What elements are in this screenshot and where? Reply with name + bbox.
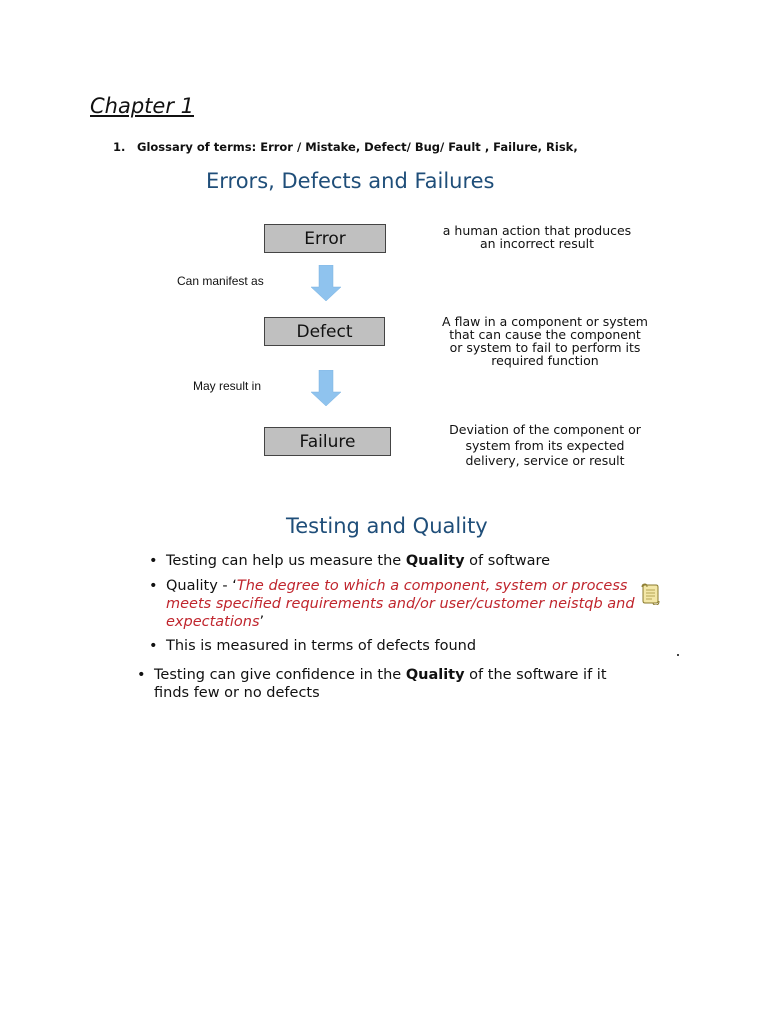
stray-dot: [677, 654, 679, 656]
definition-quote: The degree to which a component, system or process meets specified requirements and/or user/customer neistqb and expectations: [166, 578, 635, 630]
failure-description: Deviation of the component or system from its expected delivery, service or result: [449, 422, 641, 468]
glossary-item: [113, 140, 578, 154]
bullet-item: [149, 577, 639, 631]
glossary-text: Glossary of terms: Error / Mistake, Defect/ Bug/ Fault , Failure, Risk,: [137, 140, 578, 154]
failure-box: Failure: [264, 427, 391, 456]
down-arrow-icon: [311, 370, 341, 406]
error-description: a human action that produces an incorrect result: [442, 223, 632, 251]
transition-label: May result in: [193, 379, 262, 393]
bullet-bold: Quality: [405, 667, 465, 683]
bullet-dot: •: [149, 638, 158, 654]
down-arrow-icon: [311, 265, 341, 301]
bullet-dot: •: [137, 667, 146, 683]
bullet-dot: •: [149, 553, 158, 569]
bullet-item: [149, 552, 639, 570]
bullet-text: Testing can help us measure the: [166, 553, 406, 569]
testing-title: Testing and Quality: [286, 514, 488, 538]
bullet-item: [137, 666, 637, 702]
bullet-text: This is measured in terms of defects found: [166, 638, 477, 654]
bullet-text: ’: [259, 614, 265, 630]
bullet-bold: Quality: [405, 553, 465, 569]
bullet-item: [149, 637, 639, 655]
defect-description: A flaw in a component or system that can cause the component or system to fail to perform its required function: [442, 314, 648, 368]
bullet-text: Quality - ‘: [166, 578, 237, 594]
bullet-dot: •: [149, 578, 158, 594]
bullet-text: Testing can give confidence in the: [154, 667, 406, 683]
error-box: Error: [264, 224, 386, 253]
glossary-number: 1.: [113, 140, 126, 154]
diagram-title: Errors, Defects and Failures: [206, 169, 495, 193]
transition-label: Can manifest as: [177, 274, 264, 288]
defect-box: Defect: [264, 317, 385, 346]
bullet-text: of software: [464, 553, 551, 569]
scroll-icon: [639, 583, 661, 605]
chapter-title: Chapter 1: [90, 94, 194, 118]
bullet-text: of the software if it finds few or no defects: [154, 667, 607, 701]
